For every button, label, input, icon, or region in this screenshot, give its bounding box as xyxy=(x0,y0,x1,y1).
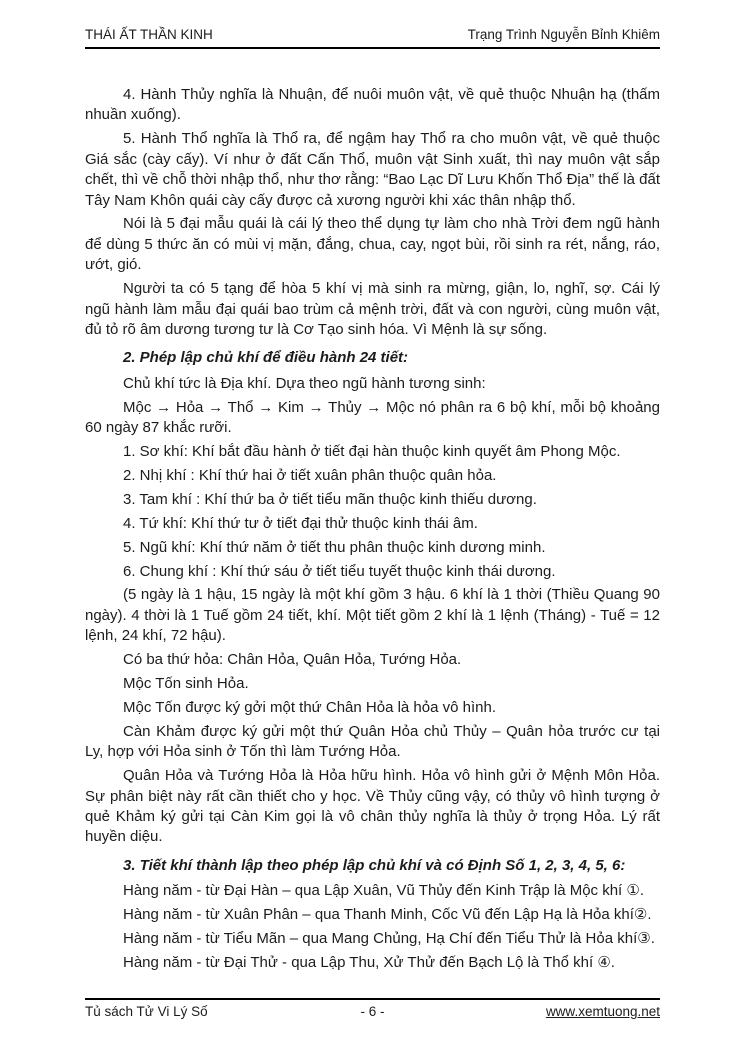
list-item: 1. Sơ khí: Khí bắt đầu hành ở tiết đại hàn thuộc kinh quyết âm Phong Mộc. xyxy=(123,443,621,460)
paragraph: Hàng năm - từ Đại Thử - qua Lập Thu, Xử Thử đến Bạch Lộ là Thổ khí ④. xyxy=(123,953,615,971)
header-author: Trạng Trình Nguyễn Bỉnh Khiêm xyxy=(467,27,660,42)
list-item: 2. Nhị khí : Khí thứ hai ở tiết xuân phân thuộc quân hỏa. xyxy=(123,466,497,484)
paragraph: Hàng năm - từ Xuân Phân – qua Thanh Minh, Cốc Vũ đến Lập Hạ là Hỏa khí②. xyxy=(123,906,652,924)
list-item: 5. Ngũ khí: Khí thứ năm ở tiết thu phân thuộc kinh dương minh. xyxy=(123,538,546,556)
section-heading: 2. Phép lập chủ khí để điều hành 24 tiết: xyxy=(123,349,409,367)
section-heading: 3. Tiết khí thành lập theo phép lập chủ khí và có Định Số 1, 2, 3, 4, 5, 6: xyxy=(123,856,626,874)
header-divider xyxy=(85,47,660,49)
list-item: 6. Chung khí : Khí thứ sáu ở tiết tiểu tuyết thuộc kinh thái dương. xyxy=(123,562,556,580)
list-item: 3. Tam khí : Khí thứ ba ở tiết tiểu mãn thuộc kinh thiếu dương. xyxy=(123,490,537,508)
paragraph: (5 ngày là 1 hậu, 15 ngày là một khí gồm 3 hậu. 6 khí là 1 thời (Thiều Quang 90 ngày). 4 thời là 1 Tuế gồm 24 tiết, khí. Một tiết gồm 2 khí là 1 lệnh (Tháng) - Tuế = 12 lệnh, 24 khí, 72 hậu). xyxy=(85,586,660,645)
paragraph: Quân Hỏa và Tướng Hỏa là Hỏa hữu hình. Hỏa vô hình gửi ở Mệnh Môn Hỏa. Sự phân biệt này rất cần thiết cho y học. Về Thủy cũng vậy, có thủy vô hình tượng ở quẻ Khảm ký gửi tại Càn Kim gọi là vô chân thủy nghĩa là thủy ở trọng Hỏa. Lý rất huyền diệu. xyxy=(85,767,660,846)
paragraph: Càn Khảm được ký gửi một thứ Quân Hỏa chủ Thủy – Quân hỏa trước cư tại Ly, hợp với Hỏa sinh ở Tốn thì làm Tướng Hỏa. xyxy=(85,722,660,761)
paragraph: Người ta có 5 tạng để hòa 5 khí vị mà sinh ra mừng, giận, lo, nghĩ, sợ. Cái lý ngũ hành làm mẫu đại quái bao trùm cả mệnh trời, đất và con người, cùng muôn vật, đủ tỏ rõ âm dương tương tư là Cơ Tạo sinh hóa. Vì Mệnh là sự sống. xyxy=(85,280,660,338)
paragraph: Có ba thứ hỏa: Chân Hỏa, Quân Hỏa, Tướng Hỏa. xyxy=(123,651,462,669)
header-book-title: THÁI ẤT THẦN KINH xyxy=(85,27,213,42)
page-body xyxy=(85,85,660,977)
paragraph: Mộc Tốn được ký gởi một thứ Chân Hỏa là hỏa vô hình. xyxy=(123,698,496,716)
paragraph: Hàng năm - từ Đại Hàn – qua Lập Xuân, Vũ Thủy đến Kinh Trập là Mộc khí ①. xyxy=(123,882,645,900)
paragraph: Mộc → Hỏa → Thổ → Kim → Thủy → Mộc nó phân ra 6 bộ khí, mỗi bộ khoảng 60 ngày 87 khắc rưỡi. xyxy=(85,398,660,437)
paragraph: Mộc Tốn sinh Hỏa. xyxy=(123,675,249,693)
page-footer xyxy=(85,1004,660,1019)
paragraph: Hàng năm - từ Tiểu Mãn – qua Mang Chủng, Hạ Chí đến Tiểu Thử là Hỏa khí③. xyxy=(123,930,655,948)
list-item: 4. Tứ khí: Khí thứ tư ở tiết đại thử thuộc kinh thái âm. xyxy=(123,514,478,532)
paragraph: Nói là 5 đại mẫu quái là cái lý theo thể dụng tự làm cho nhà Trời đem ngũ hành để dùng 5 thức ăn có mùi vị mặn, đắng, chua, cay, ngọt bùi, rồi sinh ra rét, nắng, ráo, ướt, gió. xyxy=(85,215,660,274)
page-number: - 6 - xyxy=(360,1004,385,1019)
paragraph: Chủ khí tức là Địa khí. Dựa theo ngũ hành tương sinh: xyxy=(123,374,486,392)
page-header xyxy=(85,27,660,42)
website-link[interactable]: www.xemtuong.net xyxy=(545,1004,660,1019)
footer-divider xyxy=(85,998,660,1000)
paragraph: 5. Hành Thổ nghĩa là Thổ ra, để ngậm hay Thổ ra cho muôn vật, về quẻ thuộc Giá sắc (cày cấy). Ví như ở đất Cấn Thổ, muôn vật Sinh xuất, thì nay muôn vật sắp chết, thì về chỗ thời nhập thổ, như thơ rằng: “Bao Lạc Dĩ Lưu Khốn Thổ Địa” thế là đất Tây Nam Khôn quái cày cấy được cả xương người khi xác thân nhập thổ. xyxy=(85,130,660,209)
paragraph: 4. Hành Thủy nghĩa là Nhuận, để nuôi muôn vật, về quẻ thuộc Nhuận hạ (thấm nhuần xuống). xyxy=(85,86,660,124)
footer-collection: Tủ sách Tử Vi Lý Số xyxy=(85,1004,208,1019)
